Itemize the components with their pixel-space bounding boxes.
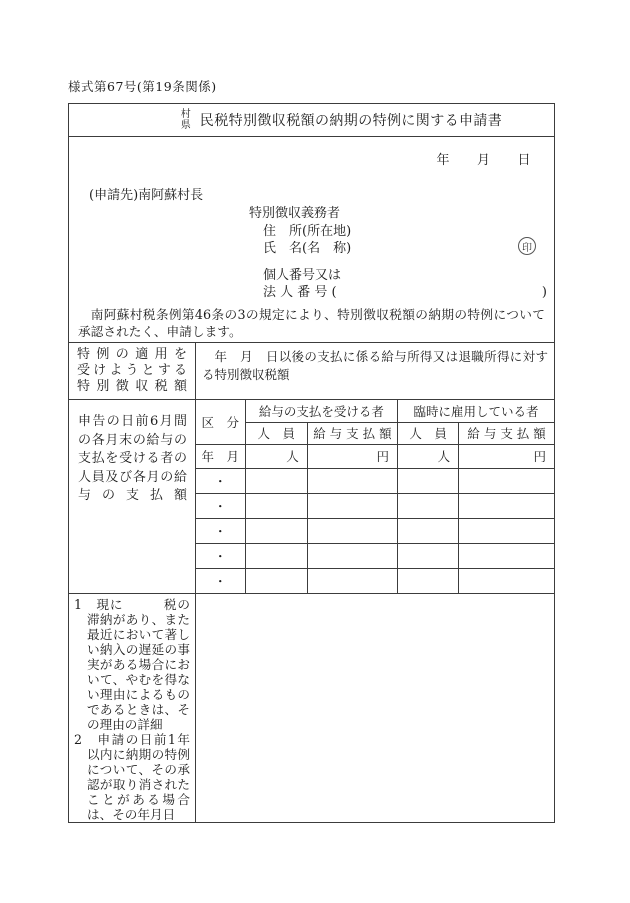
tax-type-village: 村 xyxy=(180,109,191,121)
unit-person: 人 xyxy=(245,444,307,468)
tax-type-prefecture: 県 xyxy=(180,120,191,132)
input-cell xyxy=(459,518,554,543)
unit-year-month: 年 月 xyxy=(196,444,245,468)
month-dot: ・ xyxy=(196,543,245,568)
application-form-table xyxy=(68,103,555,823)
input-cell xyxy=(459,568,554,593)
month-dot: ・ xyxy=(196,468,245,493)
name-label: 氏 名(名 称) xyxy=(263,241,352,257)
month-dot: ・ xyxy=(196,493,245,518)
month-dot: ・ xyxy=(196,518,245,543)
unit-yen: 円 xyxy=(459,444,554,468)
note-item: 2 申請の日前1年以内に納期の特例について、その承認が取り消されたことがある場合は、その年月日 xyxy=(74,732,190,822)
payroll-left-header xyxy=(69,400,196,593)
header-temporary-workers: 臨時に雇用している者 xyxy=(398,400,554,422)
unit-yen: 円 xyxy=(307,444,397,468)
input-cell xyxy=(398,543,459,568)
corporate-number-label: 法 人 番 号 ( xyxy=(263,285,337,301)
payroll-table xyxy=(196,400,554,593)
spacer xyxy=(249,258,547,267)
input-cell xyxy=(245,568,307,593)
obligor-heading: 特別徴収義務者 xyxy=(249,206,341,222)
special-left-line: 受けようとする xyxy=(77,363,187,378)
input-cell xyxy=(245,468,307,493)
notes-row xyxy=(69,593,554,822)
special-left-line: 特例の適用を xyxy=(77,347,187,362)
special-provision-row xyxy=(69,343,554,400)
personal-number-label: 個人番号又は xyxy=(263,267,342,283)
input-cell xyxy=(398,518,459,543)
month-dot: ・ xyxy=(196,568,245,593)
input-cell xyxy=(307,543,397,568)
special-left-header xyxy=(69,343,196,399)
unit-person: 人 xyxy=(398,444,459,468)
title-row xyxy=(69,104,554,137)
form-number: 様式第67号(第19条関係) xyxy=(68,79,217,94)
input-cell xyxy=(307,493,397,518)
special-right-text: 年 月 日以後の支払に係る給与所得又は退職所得に対する特別徴収税額 xyxy=(202,349,548,382)
addressee: (申請先)南阿蘇村長 xyxy=(89,188,204,204)
input-cell xyxy=(459,543,554,568)
petition-text: 南阿蘇村税条例第46条の3の規定により、特別徴収税額の納期の特例について承認されたく、申請します。 xyxy=(78,307,545,340)
date-line: 年 月 日 xyxy=(436,153,531,169)
input-cell xyxy=(245,543,307,568)
input-cell xyxy=(245,493,307,518)
header-payment-amount: 給 与 支 払 額 xyxy=(459,422,554,444)
form-body-section xyxy=(69,137,554,343)
payroll-label: 申告の日前6月間の各月末の給与の支払を受ける者の人員及び各月の給与の支払額 xyxy=(78,414,187,503)
input-cell xyxy=(307,468,397,493)
note-item: 1 現に 税の滞納があり、また最近において著しい納入の遅延の事実がある場合において、やむを得ない理由によるものであるときは、その理由の詳細 xyxy=(74,597,190,732)
input-cell xyxy=(245,518,307,543)
input-cell xyxy=(398,468,459,493)
corporate-number-line xyxy=(263,284,547,302)
header-personnel: 人 員 xyxy=(245,422,307,444)
tax-type-stack xyxy=(181,109,191,131)
input-cell xyxy=(459,493,554,518)
notes-column xyxy=(69,594,196,822)
header-payment-amount: 給 与 支 払 額 xyxy=(307,422,397,444)
payroll-table-wrap xyxy=(196,400,554,593)
special-left-line: 特別徴収税額 xyxy=(77,379,187,394)
obligor-section xyxy=(249,205,547,302)
header-personnel: 人 員 xyxy=(398,422,459,444)
header-salary-recipients: 給与の支払を受ける者 xyxy=(245,400,397,422)
input-cell xyxy=(307,568,397,593)
input-cell xyxy=(459,468,554,493)
notes-entry-area xyxy=(196,594,554,822)
input-cell xyxy=(307,518,397,543)
payroll-row xyxy=(69,400,554,593)
input-cell xyxy=(398,568,459,593)
corporate-number-close-paren: ) xyxy=(541,285,547,301)
address-label: 住 所(所在地) xyxy=(263,223,352,239)
seal-icon: 印 xyxy=(518,237,536,255)
form-title: 民税特別徴収税額の納期の特例に関する申請書 xyxy=(199,113,503,130)
input-cell xyxy=(398,493,459,518)
header-kubun: 区 分 xyxy=(196,400,245,444)
